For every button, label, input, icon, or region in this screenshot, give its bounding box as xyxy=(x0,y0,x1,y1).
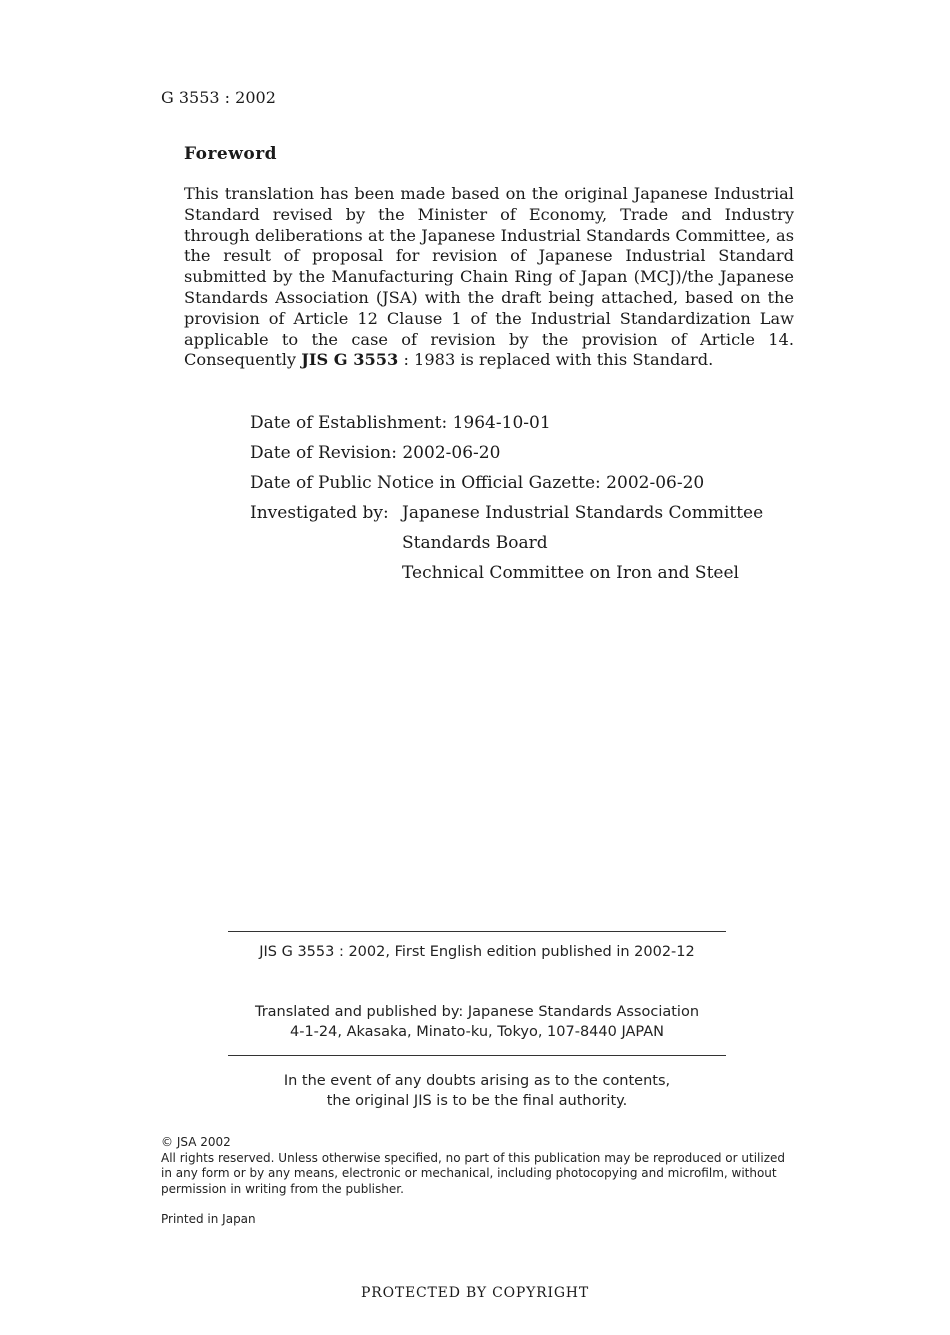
authority-line-1: In the event of any doubts arising as to the contents, xyxy=(283,1073,671,1089)
document-code: G 3553 : 2002 xyxy=(161,88,276,107)
copyright-line: © JSA 2002 xyxy=(161,1135,231,1149)
divider-top xyxy=(228,931,726,932)
investigated-bodies xyxy=(402,498,763,588)
legal-block xyxy=(161,1135,791,1197)
investigated-label: Investigated by: xyxy=(250,503,389,523)
publisher-block xyxy=(228,1002,726,1042)
investigated-body-1: Japanese Industrial Standards Committee xyxy=(402,503,764,523)
protected-footer: PROTECTED BY COPYRIGHT xyxy=(361,1285,589,1301)
foreword-text-1: This translation has been made based on the original Japanese Industrial Standard revised by the Minister of Economy, Trade and Industry through deliberations at the Japanese Industrial Standards Committee, as the result of proposal for revision of Japanese Industrial Standard submitted by the Manufacturing Chain Ring of Japan (MCJ)/the Japanese Standards Association (JSA) with the draft being attached, based on the provision of Article 12 Clause 1 of the Industrial Standardization Law applicable to the case of revision by the provision of Article 14. Consequently xyxy=(184,184,794,370)
investigated-body-2: Standards Board xyxy=(402,533,548,553)
date-establishment: Date of Establishment: 1964-10-01 xyxy=(250,413,551,433)
rights-statement: All rights reserved. Unless otherwise specified, no part of this publication may be reproduced or utilized in any form or by any means, electronic or mechanical, including photocopying and microfilm, without permission in writing from the publisher. xyxy=(161,1150,785,1196)
authority-note xyxy=(228,1071,726,1111)
authority-line-2: the original JIS is to be the final authority. xyxy=(326,1093,628,1109)
edition-line: JIS G 3553 : 2002, First English edition published in 2002-12 xyxy=(259,944,695,960)
dates-block xyxy=(250,408,763,588)
date-revision: Date of Revision: 2002-06-20 xyxy=(250,443,501,463)
investigated-by xyxy=(250,498,763,588)
publisher-line: Translated and published by: Japanese Standards Association xyxy=(254,1004,700,1020)
foreword-body xyxy=(184,184,794,371)
publisher-address: 4-1-24, Akasaka, Minato-ku, Tokyo, 107-8440 JAPAN xyxy=(289,1024,664,1040)
foreword-heading: Foreword xyxy=(184,144,278,164)
divider-bottom xyxy=(228,1055,726,1056)
printed-in: Printed in Japan xyxy=(161,1212,256,1226)
foreword-standard-ref: JIS G 3553 xyxy=(301,350,399,370)
date-public-notice: Date of Public Notice in Official Gazette: 2002-06-20 xyxy=(250,473,705,493)
investigated-body-3: Technical Committee on Iron and Steel xyxy=(402,563,739,583)
foreword-text-2: : 1983 is replaced with this Standard. xyxy=(398,350,714,370)
